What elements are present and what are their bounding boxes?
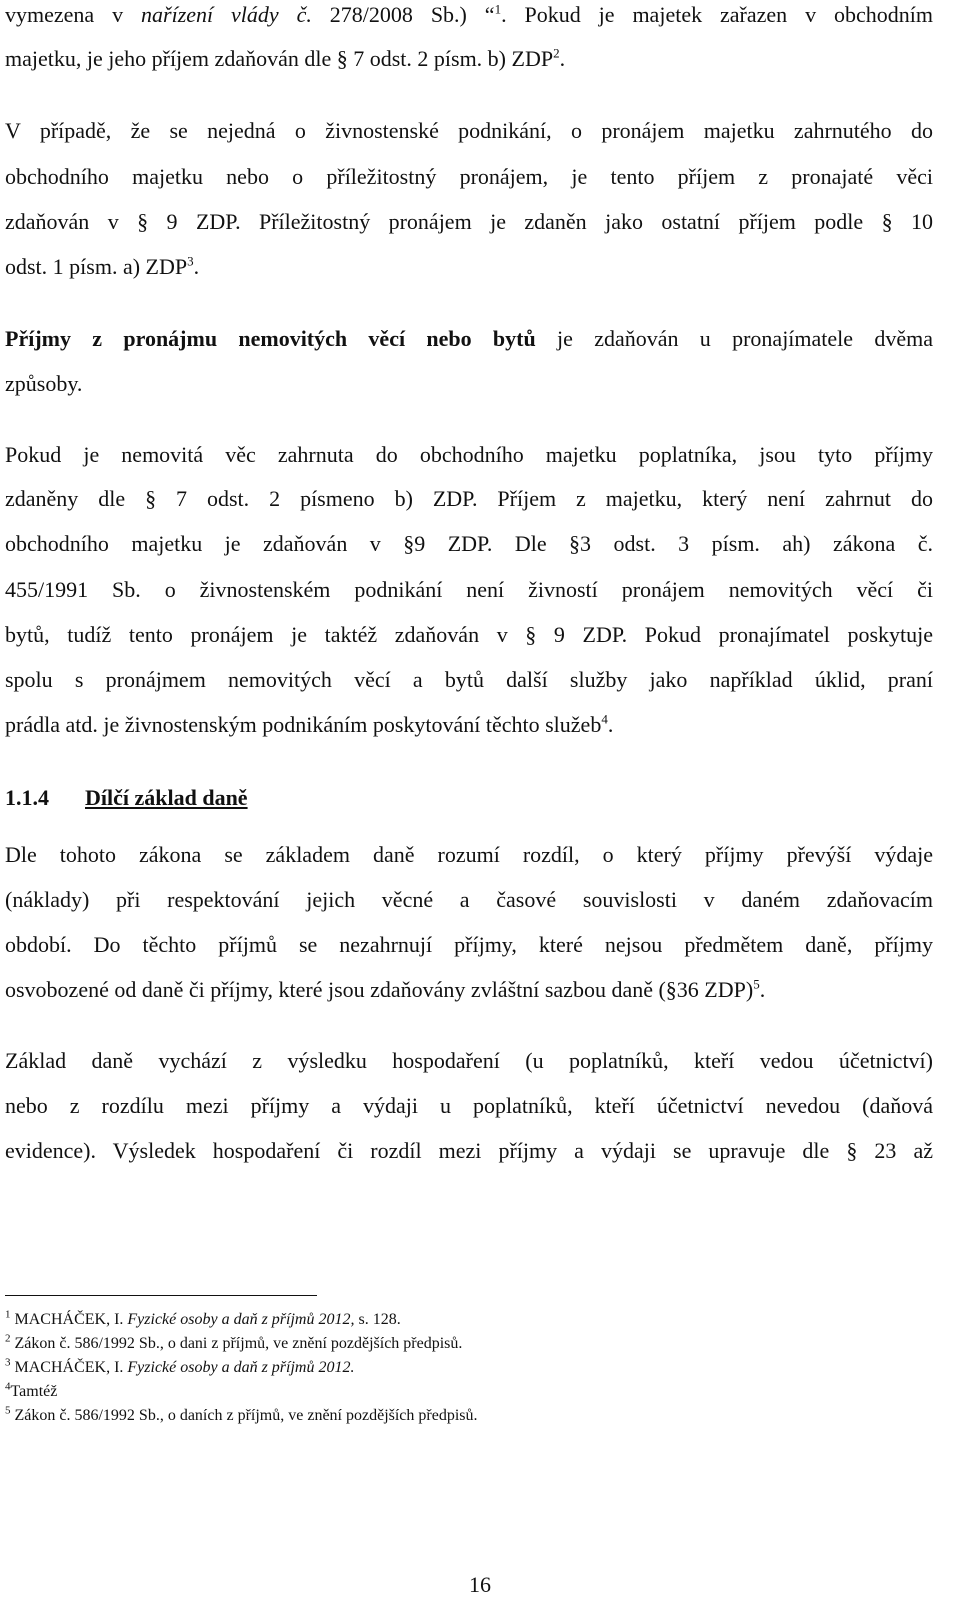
body-line-14: spolu s pronájmem nemovitých věcí a bytů další služby jako například úklid, praní [5, 667, 933, 692]
italic-run: Fyzické osoby a daň z příjmů 2012, [127, 1311, 355, 1328]
body-line-16: Dle tohoto zákona se základem daně rozumí rozdíl, o který příjmy převýší výdaje [5, 842, 933, 867]
text-run: . [193, 254, 200, 279]
body-line-21: nebo z rozdílu mezi příjmy a výdaji u poplatníků, kteří účetnictví nevedou (daňová [5, 1093, 933, 1118]
body-line-15 [5, 710, 933, 740]
body-line-12: 455/1991 Sb. o živnostenském podnikání není živností pronájem nemovitých věcí či [5, 577, 933, 602]
body-line-19 [5, 975, 933, 1005]
footnote-3 [5, 1358, 354, 1378]
body-line-17: (náklady) při respektování jejich věcné a časové souvislosti v daném zdaňovacím [5, 887, 933, 912]
text-run: majetku, je jeho příjem zdaňován dle § 7 odst. 2 písm. b) ZDP [5, 46, 554, 71]
text-run: osvobozené od daně či příjmy, které jsou zdaňovány zvláštní sazbou daně (§36 ZDP) [5, 977, 754, 1002]
text-run: prádla atd. je živnostenským podnikáním poskytování těchto služeb [5, 712, 602, 737]
footnote-ref: 1 [494, 1, 502, 17]
footnote-number: 1 [5, 1308, 11, 1321]
bold-run: Příjmy z pronájmu nemovitých věcí nebo bytů [5, 326, 536, 351]
body-line-2 [5, 44, 933, 74]
page-number: 16 [469, 1572, 491, 1597]
footnote-1 [5, 1310, 401, 1330]
body-line-20: Základ daně vychází z výsledku hospodaření (u poplatníků, kteří vedou účetnictví) [5, 1048, 933, 1073]
italic-run: nařízení vlády č. [141, 2, 312, 27]
body-line-9: Pokud je nemovitá věc zahrnuta do obchodního majetku poplatníka, jsou tyto příjmy [5, 442, 933, 467]
text-run: . [559, 46, 566, 71]
section-title: Dílčí základ daně [85, 785, 248, 810]
section-number: 1.1.4 [5, 785, 49, 810]
footnote-4 [5, 1382, 57, 1402]
footnote-5 [5, 1406, 478, 1426]
body-line-1 [5, 0, 933, 30]
body-line-13: bytů, tudíž tento pronájem je taktéž zdaňován v § 9 ZDP. Pokud pronajímatel poskytuje [5, 622, 933, 647]
text-run: je zdaňován u pronajímatele dvěma [535, 326, 933, 351]
body-line-5: zdaňován v § 9 ZDP. Příležitostný pronájem je zdaněn jako ostatní příjem podle § 10 [5, 209, 933, 234]
footnote-ref: 2 [553, 45, 560, 61]
body-line-7 [5, 324, 933, 354]
footnote-number: 2 [5, 1332, 11, 1345]
footnote-number: 3 [5, 1356, 11, 1369]
text-run: Zákon č. 586/1992 Sb., o daních z příjmů, ve znění pozdějších předpisů. [10, 1407, 478, 1424]
italic-run: Fyzické osoby a daň z příjmů 2012. [127, 1359, 355, 1376]
footnote-ref: 3 [187, 253, 194, 269]
body-line-8: způsoby. [5, 371, 83, 396]
text-run: . [759, 977, 766, 1002]
footnote-ref: 4 [601, 711, 608, 727]
text-run: Tamtéž [10, 1383, 58, 1400]
body-line-4: obchodního majetku nebo o příležitostný pronájem, je tento příjem z pronajaté věci [5, 164, 933, 189]
text-run: Zákon č. 586/1992 Sb., o dani z příjmů, ve znění pozdějších předpisů. [10, 1335, 463, 1352]
footnote-number: 5 [5, 1404, 11, 1417]
footnote-ref: 5 [753, 976, 760, 992]
body-line-22: evidence). Výsledek hospodaření či rozdíl mezi příjmy a výdaji se upravuje dle § 23 až [5, 1138, 933, 1163]
text-run: MACHÁČEK, I. [10, 1359, 128, 1376]
body-line-18: období. Do těchto příjmů se nezahrnují příjmy, které nejsou předmětem daně, příjmy [5, 932, 933, 957]
text-run: . [607, 712, 614, 737]
section-heading [5, 785, 248, 811]
text-run: s. 128. [354, 1311, 401, 1328]
footnote-separator [5, 1295, 317, 1296]
text-run: . Pokud je majetek zařazen v obchodním [501, 2, 933, 27]
body-line-6 [5, 252, 933, 282]
text-run: MACHÁČEK, I. [10, 1311, 128, 1328]
body-line-10: zdaněny dle § 7 odst. 2 písmeno b) ZDP. Příjem z majetku, který není zahrnut do [5, 486, 933, 511]
body-line-3: V případě, že se nejedná o živnostenské podnikání, o pronájem majetku zahrnutého do [5, 118, 933, 143]
footnote-number: 4 [5, 1380, 11, 1393]
footnote-2 [5, 1334, 462, 1354]
body-line-11: obchodního majetku je zdaňován v §9 ZDP. Dle §3 odst. 3 písm. ah) zákona č. [5, 531, 933, 556]
text-run: 278/2008 Sb.) “ [311, 2, 495, 27]
text-run: vymezena v [5, 2, 142, 27]
text-run: odst. 1 písm. a) ZDP [5, 254, 188, 279]
